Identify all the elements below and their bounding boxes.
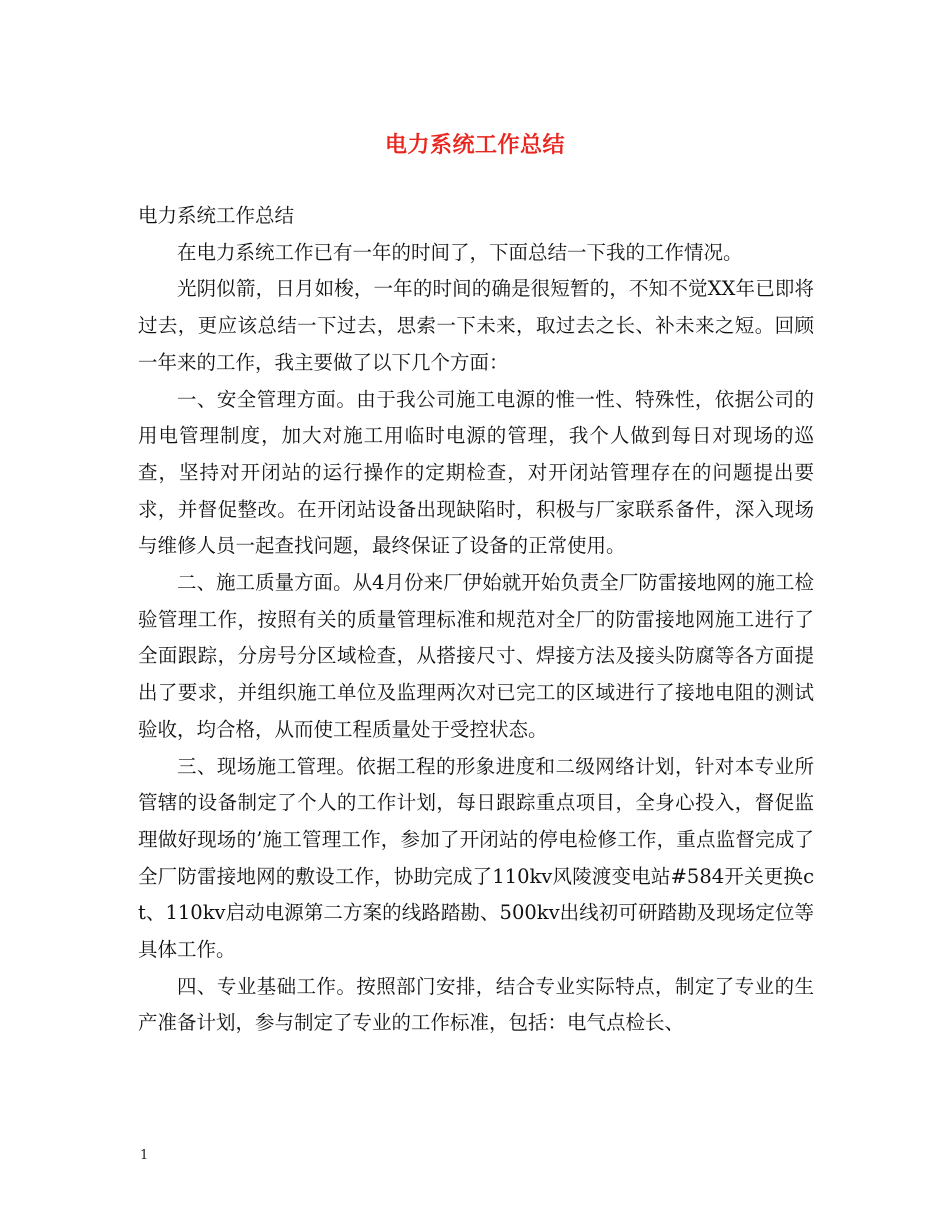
page-number: 1: [140, 1148, 149, 1163]
paragraph-quality: 二、施工质量方面。从4月份来厂伊始就开始负责全厂防雷接地网的施工检验管理工作，按照有关的质量管理标准和规范对全厂的防雷接地网施工进行了全面跟踪，分房号分区域检查，从搭接尺寸、焊接方法及接头防腐等各方面提出了要求，并组织施工单位及监理两次对已完工的区域进行了接地电阻的测试验收，均合格，从而使工程质量处于受控状态。: [138, 571, 814, 741]
document-body: [138, 198, 814, 1042]
section-heading: 电力系统工作总结: [138, 204, 295, 227]
paragraph-review: 光阴似箭，日月如梭，一年的时间的确是很短暂的，不知不觉XX年已即将过去，更应该总结一下过去，思索一下未来，取过去之长、补未来之短。回顾一年来的工作，我主要做了以下几个方面：: [138, 277, 814, 374]
paragraph-safety: 一、安全管理方面。由于我公司施工电源的惟一性、特殊性，依据公司的用电管理制度，加大对施工用临时电源的管理，我个人做到每日对现场的巡查，坚持对开闭站的运行操作的定期检查，对开闭站管理存在的问题提出要求，并督促整改。在开闭站设备出现缺陷时，积极与厂家联系备件，深入现场与维修人员一起查找问题，最终保证了设备的正常使用。: [138, 387, 814, 558]
paragraph-site-management: 三、现场施工管理。依据工程的形象进度和二级网络计划，针对本专业所管辖的设备制定了个人的工作计划，每日跟踪重点项目，全身心投入，督促监理做好现场的’施工管理工作，参加了开闭站的停电检修工作，重点监督完成了全厂防雷接地网的敷设工作，协助完成了110kv风陵渡变电站#584开关更换ct、110kv启动电源第二方案的线路踏勘、500kv出线初可研踏勘及现场定位等具体工作。: [138, 754, 814, 962]
paragraph-intro: 在电力系统工作已有一年的时间了，下面总结一下我的工作情况。: [177, 240, 743, 264]
paragraph-basic-work: 四、专业基础工作。按照部门安排，结合专业实际特点，制定了专业的生产准备计划，参与制定了专业的工作标准，包括：电气点检长、: [138, 974, 814, 1035]
document-title: 电力系统工作总结: [384, 132, 565, 158]
